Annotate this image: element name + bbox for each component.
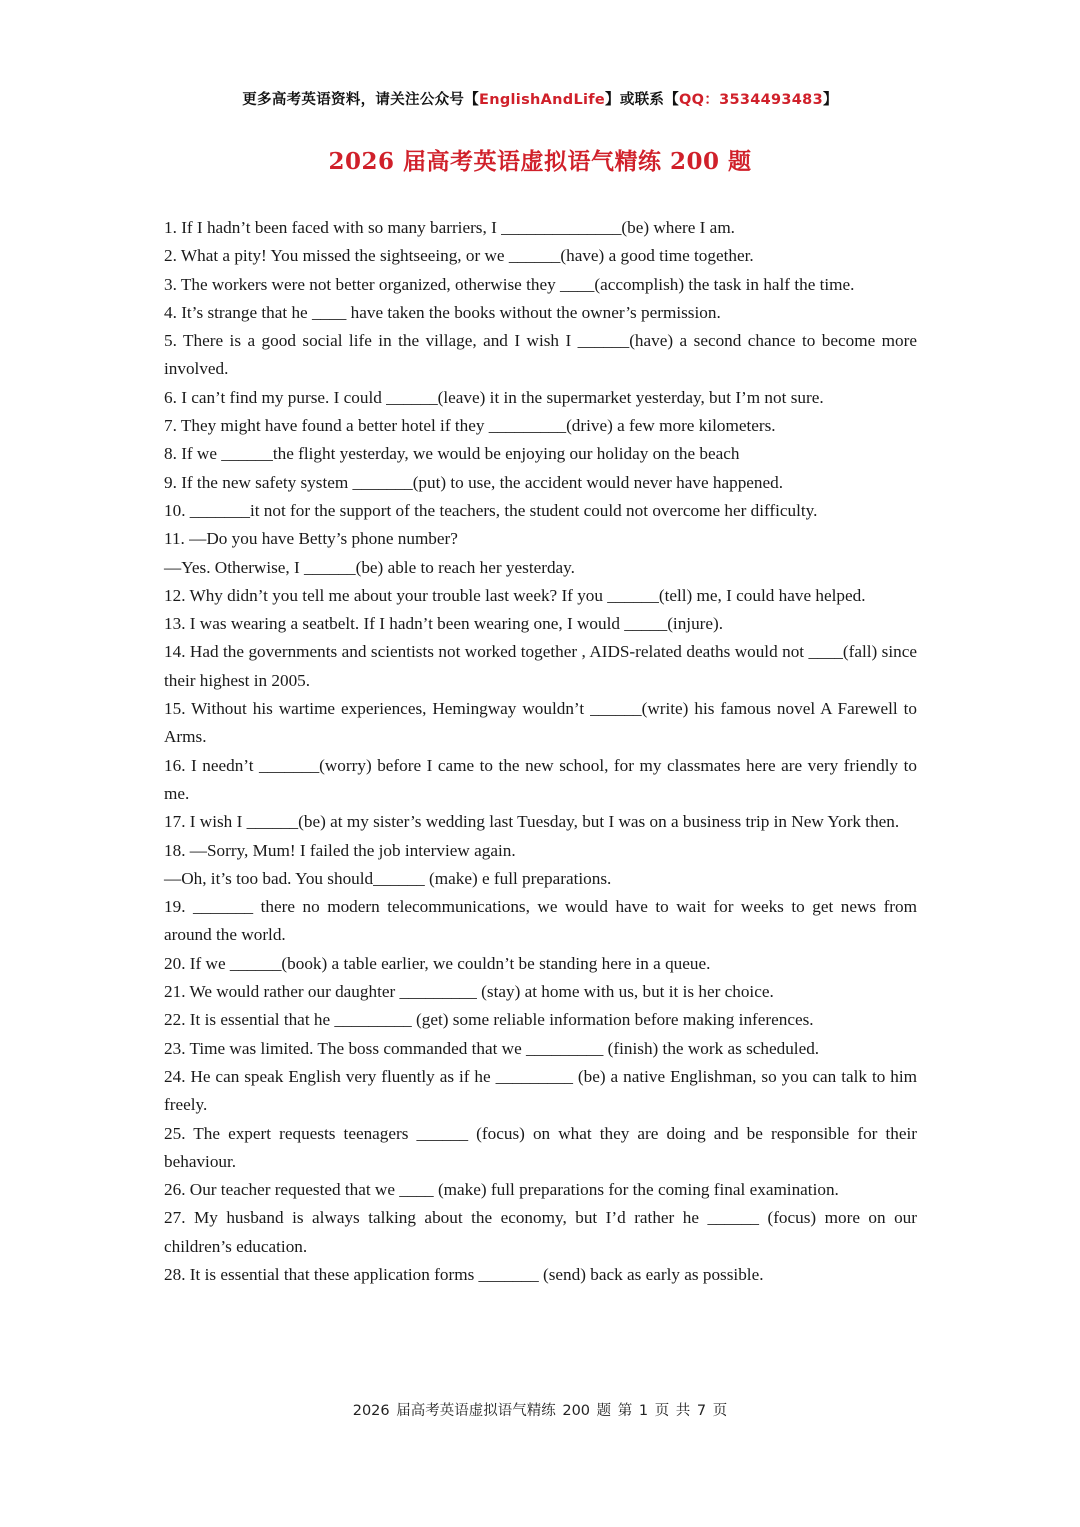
question-item: 11. —Do you have Betty’s phone number?: [164, 529, 458, 549]
question-item: 20. If we ______(book) a table earlier, we couldn’t be standing here in a queue.: [164, 953, 711, 973]
question-item: 5. There is a good social life in the village, and I wish I ______(have) a second chance to become more involved.: [164, 331, 917, 379]
promo-header-text-before: 更多高考英语资料，请关注公众号【: [242, 92, 480, 108]
question-item: 26. Our teacher requested that we ____ (make) full preparations for the coming final examination.: [164, 1180, 839, 1200]
question-item: —Yes. Otherwise, I ______(be) able to reach her yesterday.: [164, 557, 575, 577]
question-item: 9. If the new safety system _______(put) to use, the accident would never have happened.: [164, 472, 784, 492]
question-item: 13. I was wearing a seatbelt. If I hadn’t been wearing one, I would _____(injure).: [164, 614, 724, 634]
question-list: [164, 214, 917, 1289]
document-title: 2026 届高考英语虚拟语气精练 200 题: [328, 148, 752, 175]
question-item: 10. _______it not for the support of the teachers, the student could not overcome her difficulty.: [164, 500, 818, 520]
promo-header-text-middle: 】或联系【: [605, 92, 680, 108]
question-item: 23. Time was limited. The boss commanded that we _________ (finish) the work as scheduled.: [164, 1038, 820, 1058]
question-item: 8. If we ______the flight yesterday, we would be enjoying our holiday on the beach: [164, 444, 740, 464]
question-item: 24. He can speak English very fluently as if he _________ (be) a native Englishman, so you can talk to him freely.: [164, 1066, 917, 1115]
question-item: 7. They might have found a better hotel if they _________(drive) a few more kilometers.: [164, 416, 776, 436]
question-item: 3. The workers were not better organized, otherwise they ____(accomplish) the task in half the time.: [164, 274, 855, 294]
question-item: 15. Without his wartime experiences, Hemingway wouldn’t ______(write) his famous novel A Farewell to Arms.: [164, 699, 917, 747]
promo-account-name: EnglishAndLife: [479, 92, 606, 108]
question-item: 17. I wish I ______(be) at my sister’s wedding last Tuesday, but I was on a business trip in New York then.: [164, 812, 900, 832]
question-item: 19. _______ there no modern telecommunications, we would have to wait for weeks to get news from around the world.: [164, 897, 917, 945]
promo-qq-number: QQ：3534493483: [679, 92, 823, 108]
question-item: 25. The expert requests teenagers ______ (focus) on what they are doing and be responsible for their behaviour.: [164, 1123, 917, 1171]
question-item: 22. It is essential that he _________ (get) some reliable information before making inferences.: [164, 1010, 814, 1030]
promo-header-text-after: 】: [822, 92, 838, 108]
question-item: 18. —Sorry, Mum! I failed the job interview again.: [164, 840, 516, 860]
question-item: 16. I needn’t _______(worry) before I came to the new school, for my classmates here are very friendly to me.: [164, 755, 917, 803]
question-item: 14. Had the governments and scientists not worked together , AIDS-related deaths would not ____(fall) since their highest in 2005.: [164, 642, 917, 690]
question-item: —Oh, it’s too bad. You should______ (make) e full preparations.: [164, 868, 612, 888]
question-item: 28. It is essential that these application forms _______ (send) back as early as possible.: [164, 1264, 764, 1284]
question-item: 21. We would rather our daughter _________ (stay) at home with us, but it is her choice.: [164, 982, 774, 1002]
question-item: 6. I can’t find my purse. I could ______(leave) it in the supermarket yesterday, but I’m not sure.: [164, 387, 824, 407]
promo-header: [0, 88, 1080, 109]
question-item: 4. It’s strange that he ____ have taken the books without the owner’s permission.: [164, 302, 721, 322]
question-item: 1. If I hadn’t been faced with so many barriers, I ______________(be) where I am.: [164, 218, 735, 237]
question-item: 2. What a pity! You missed the sightseeing, or we ______(have) a good time together.: [164, 246, 754, 266]
question-item: 27. My husband is always talking about the economy, but I’d rather he ______ (focus) more on our children’s education.: [164, 1208, 917, 1256]
question-item: 12. Why didn’t you tell me about your trouble last week? If you ______(tell) me, I could have helped.: [164, 585, 866, 605]
page-footer: 2026 届高考英语虚拟语气精练 200 题 第 1 页 共 7 页: [352, 1403, 728, 1419]
